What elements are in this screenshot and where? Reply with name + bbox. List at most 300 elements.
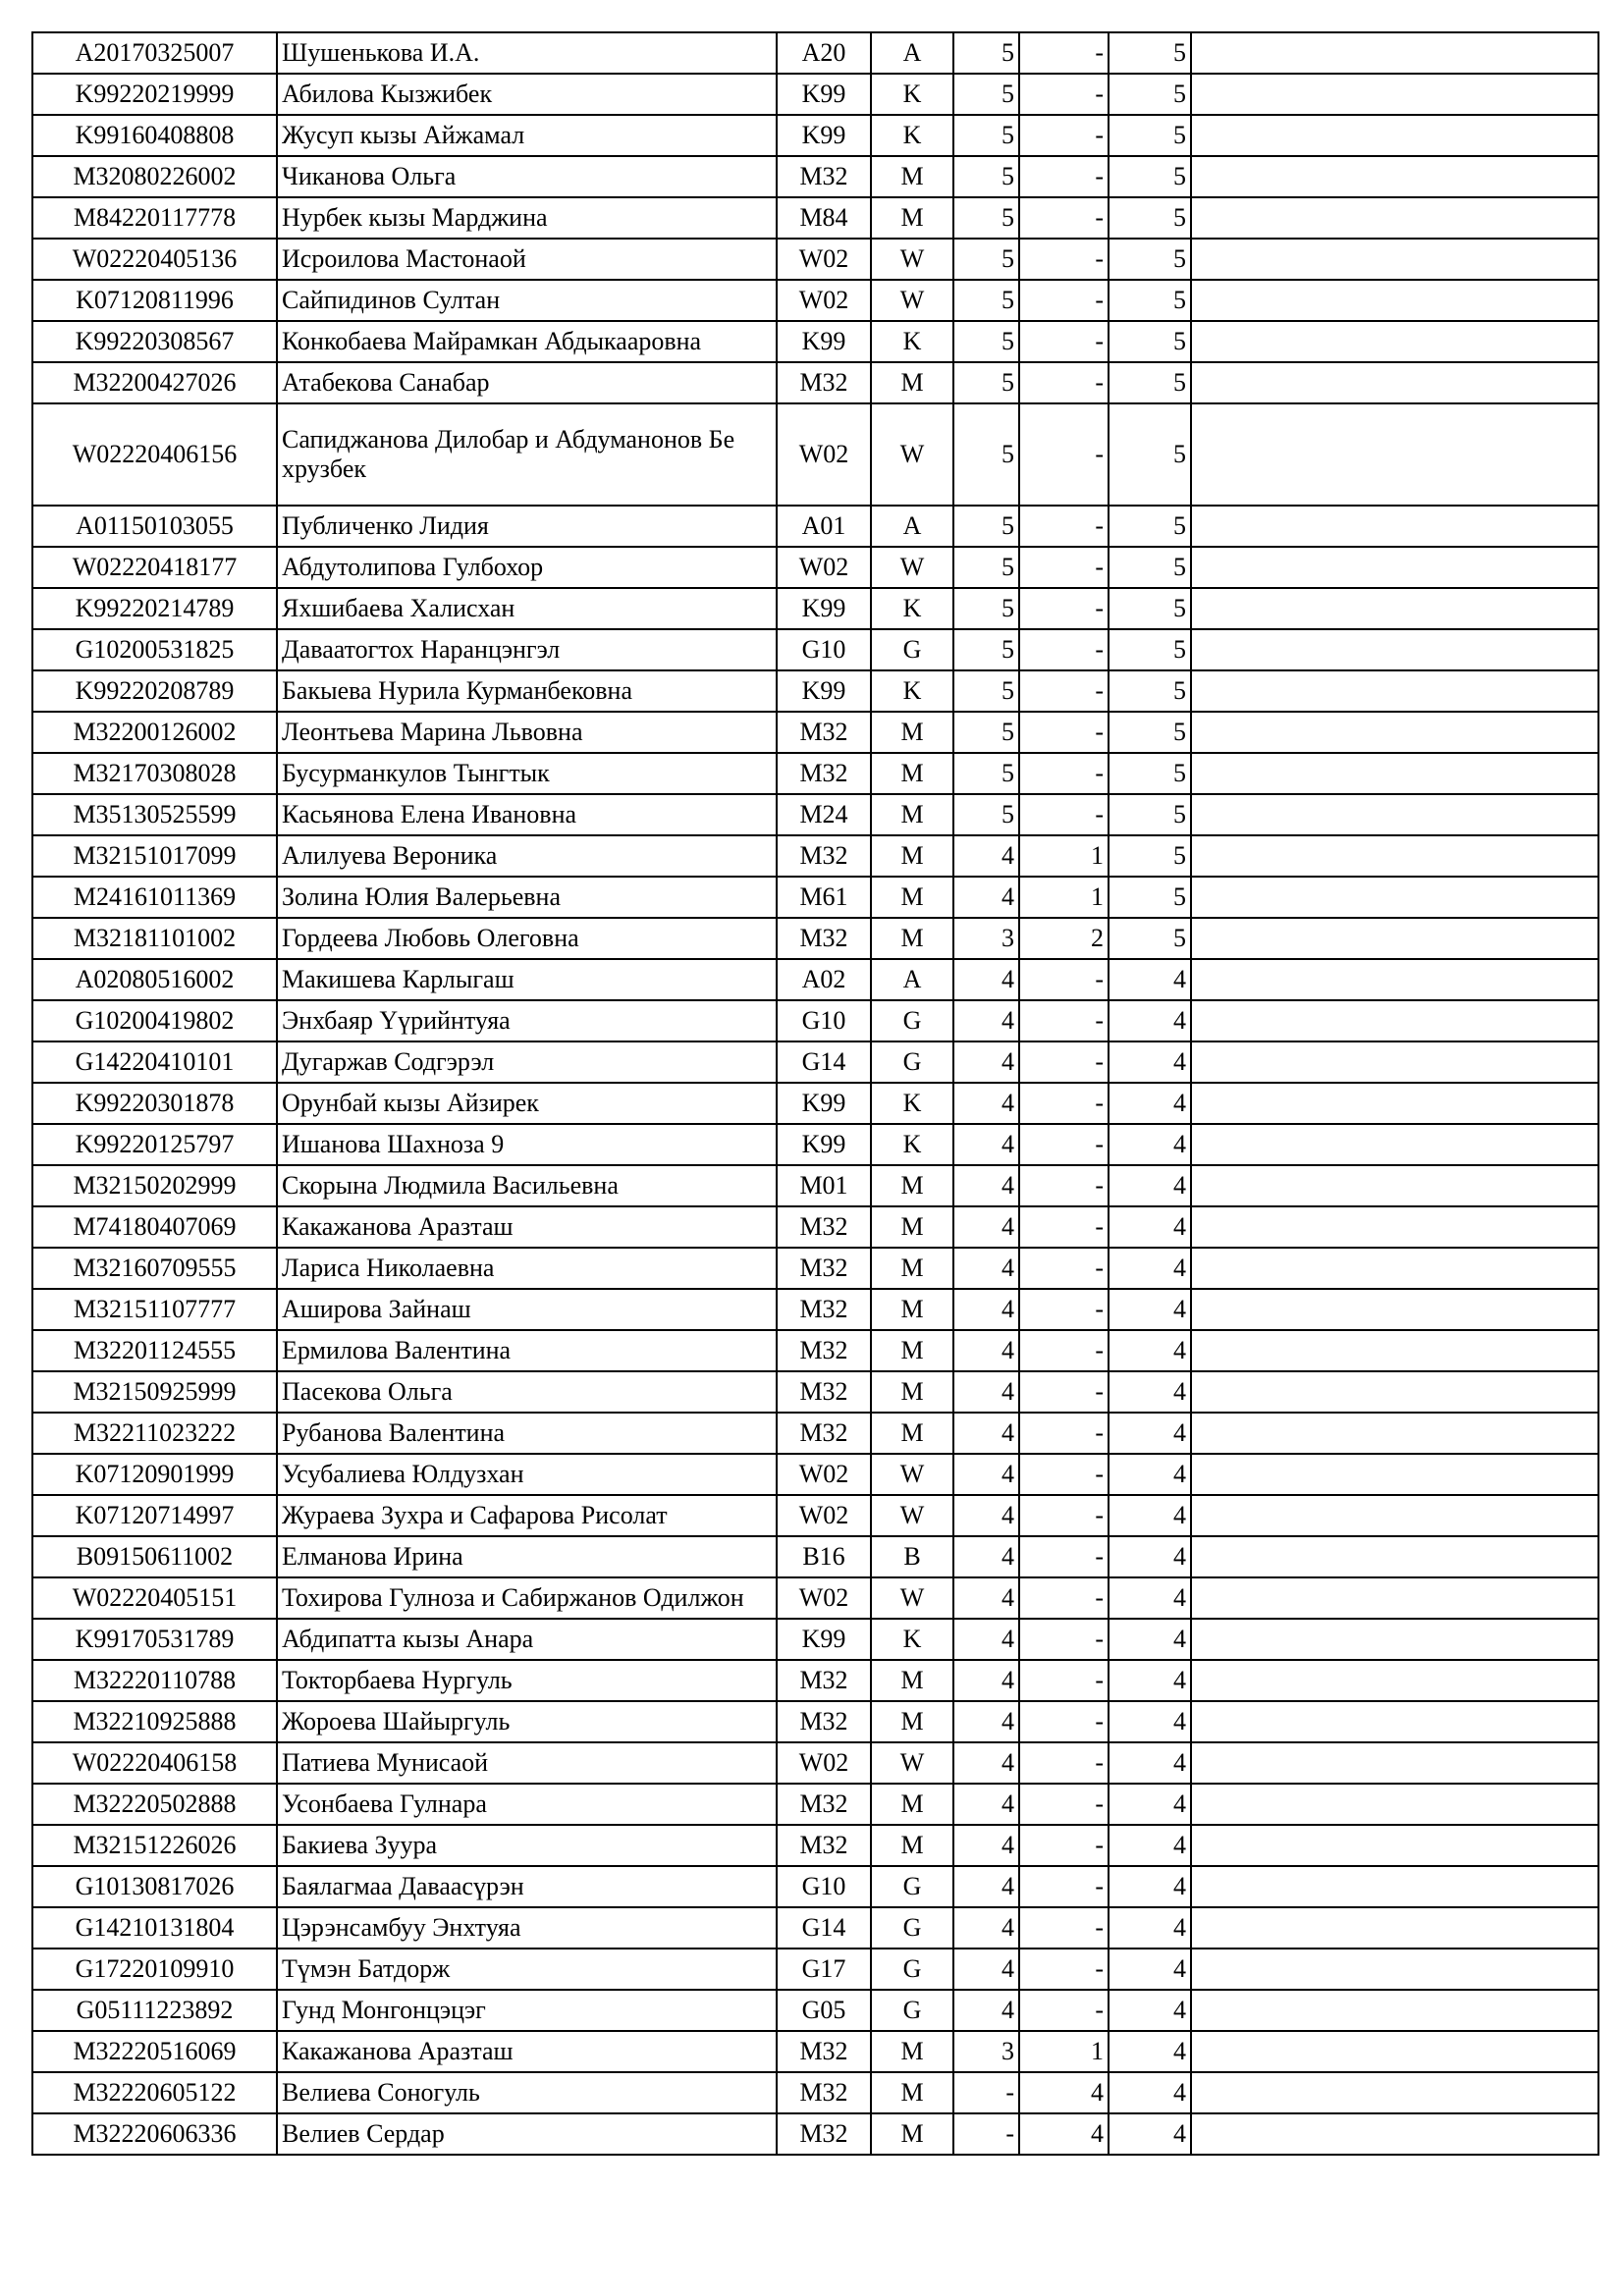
score-first-cell: 4 <box>953 1289 1019 1330</box>
score-total-cell: 4 <box>1109 1536 1191 1577</box>
table-row <box>32 156 1598 197</box>
table-row <box>32 1701 1598 1742</box>
table-row <box>32 1619 1598 1660</box>
score-second-cell: - <box>1019 156 1109 197</box>
score-total-cell: 4 <box>1109 1000 1191 1041</box>
score-second-cell: - <box>1019 32 1109 74</box>
participant-id-cell: M32200126002 <box>32 712 277 753</box>
empty-cell <box>1191 1825 1598 1866</box>
participant-name-cell: Жураева Зухра и Сафарова Рисолат <box>277 1495 777 1536</box>
empty-cell <box>1191 32 1598 74</box>
participant-name-cell: Усонбаева Гулнара <box>277 1784 777 1825</box>
score-total-cell: 5 <box>1109 74 1191 115</box>
empty-cell <box>1191 1289 1598 1330</box>
empty-cell <box>1191 1619 1598 1660</box>
table-row <box>32 1371 1598 1413</box>
participant-id-cell: M32150925999 <box>32 1371 277 1413</box>
group-code-cell: M32 <box>777 2113 871 2155</box>
score-second-cell: - <box>1019 1248 1109 1289</box>
score-second-cell: - <box>1019 629 1109 670</box>
empty-cell <box>1191 197 1598 239</box>
participant-name-cell: Бакиева Зуура <box>277 1825 777 1866</box>
group-code-cell: A02 <box>777 959 871 1000</box>
participant-id-cell: M32211023222 <box>32 1413 277 1454</box>
group-letter-cell: G <box>871 1866 953 1907</box>
participant-name-cell: Даваатогтох Наранцэнгэл <box>277 629 777 670</box>
participant-id-cell: M32220502888 <box>32 1784 277 1825</box>
score-second-cell: - <box>1019 1619 1109 1660</box>
group-letter-cell: M <box>871 1660 953 1701</box>
score-second-cell: - <box>1019 1454 1109 1495</box>
score-total-cell: 4 <box>1109 1825 1191 1866</box>
score-total-cell: 4 <box>1109 1949 1191 1990</box>
table-row <box>32 712 1598 753</box>
score-first-cell: 5 <box>953 156 1019 197</box>
empty-cell <box>1191 2031 1598 2072</box>
score-total-cell: 4 <box>1109 1701 1191 1742</box>
group-letter-cell: G <box>871 629 953 670</box>
score-second-cell: - <box>1019 1701 1109 1742</box>
empty-cell <box>1191 794 1598 835</box>
participant-id-cell: M32220516069 <box>32 2031 277 2072</box>
group-code-cell: M32 <box>777 1330 871 1371</box>
group-code-cell: G17 <box>777 1949 871 1990</box>
participant-name-cell: Леонтьева Марина Львовна <box>277 712 777 753</box>
score-total-cell: 4 <box>1109 1248 1191 1289</box>
participant-id-cell: W02220405136 <box>32 239 277 280</box>
empty-cell <box>1191 1949 1598 1990</box>
group-code-cell: M32 <box>777 156 871 197</box>
group-letter-cell: A <box>871 506 953 547</box>
score-second-cell: - <box>1019 1660 1109 1701</box>
participant-name-cell: Атабекова Санабар <box>277 362 777 403</box>
group-letter-cell: K <box>871 1124 953 1165</box>
score-second-cell: - <box>1019 280 1109 321</box>
participant-name-cell: Ишанова Шахноза 9 <box>277 1124 777 1165</box>
participant-id-cell: A20170325007 <box>32 32 277 74</box>
participant-name-cell: Золина Юлия Валерьевна <box>277 877 777 918</box>
table-row <box>32 959 1598 1000</box>
table-row <box>32 1289 1598 1330</box>
score-second-cell: - <box>1019 197 1109 239</box>
group-code-cell: K99 <box>777 74 871 115</box>
score-second-cell: - <box>1019 239 1109 280</box>
score-total-cell: 4 <box>1109 1577 1191 1619</box>
empty-cell <box>1191 1784 1598 1825</box>
table-row <box>32 1825 1598 1866</box>
table-row <box>32 1454 1598 1495</box>
group-code-cell: M32 <box>777 1825 871 1866</box>
participant-id-cell: M32181101002 <box>32 918 277 959</box>
empty-cell <box>1191 1536 1598 1577</box>
participant-id-cell: W02220406156 <box>32 403 277 506</box>
score-first-cell: 5 <box>953 197 1019 239</box>
participant-name-cell: Гунд Монгонцэцэг <box>277 1990 777 2031</box>
participant-name-cell: Энхбаяр Үүрийнтуяа <box>277 1000 777 1041</box>
score-total-cell: 4 <box>1109 2031 1191 2072</box>
score-total-cell: 5 <box>1109 321 1191 362</box>
participant-name-cell: Макишева Карлыгаш <box>277 959 777 1000</box>
table-row <box>32 2031 1598 2072</box>
participant-id-cell: M32170308028 <box>32 753 277 794</box>
score-first-cell: 5 <box>953 239 1019 280</box>
table-row <box>32 115 1598 156</box>
group-code-cell: W02 <box>777 280 871 321</box>
score-first-cell: 5 <box>953 74 1019 115</box>
empty-cell <box>1191 239 1598 280</box>
participant-name-cell: Касьянова Елена Ивановна <box>277 794 777 835</box>
participant-name-cell: Велиева Соногуль <box>277 2072 777 2113</box>
score-first-cell: 4 <box>953 1619 1019 1660</box>
table-row <box>32 1248 1598 1289</box>
group-code-cell: M32 <box>777 1701 871 1742</box>
score-second-cell: - <box>1019 1371 1109 1413</box>
participant-id-cell: M84220117778 <box>32 197 277 239</box>
score-second-cell: - <box>1019 670 1109 712</box>
table-row <box>32 1949 1598 1990</box>
group-code-cell: W02 <box>777 1454 871 1495</box>
participant-id-cell: K07120811996 <box>32 280 277 321</box>
score-total-cell: 5 <box>1109 588 1191 629</box>
score-second-cell: - <box>1019 1124 1109 1165</box>
participant-id-cell: K99170531789 <box>32 1619 277 1660</box>
participant-id-cell: K99220125797 <box>32 1124 277 1165</box>
group-code-cell: W02 <box>777 1577 871 1619</box>
group-letter-cell: M <box>871 2031 953 2072</box>
group-code-cell: G10 <box>777 1866 871 1907</box>
table-row <box>32 547 1598 588</box>
score-total-cell: 4 <box>1109 1454 1191 1495</box>
group-letter-cell: K <box>871 321 953 362</box>
table-row <box>32 1330 1598 1371</box>
score-second-cell: - <box>1019 1083 1109 1124</box>
group-letter-cell: M <box>871 1825 953 1866</box>
score-first-cell: 3 <box>953 2031 1019 2072</box>
participant-id-cell: M32151017099 <box>32 835 277 877</box>
score-first-cell: 4 <box>953 1536 1019 1577</box>
score-second-cell: - <box>1019 1907 1109 1949</box>
group-code-cell: W02 <box>777 1495 871 1536</box>
group-code-cell: G14 <box>777 1041 871 1083</box>
group-code-cell: A01 <box>777 506 871 547</box>
empty-cell <box>1191 74 1598 115</box>
score-first-cell: 4 <box>953 1454 1019 1495</box>
empty-cell <box>1191 321 1598 362</box>
score-total-cell: 4 <box>1109 1990 1191 2031</box>
participant-name-cell: Абдипатта кызы Анара <box>277 1619 777 1660</box>
score-second-cell: - <box>1019 1990 1109 2031</box>
score-total-cell: 4 <box>1109 1619 1191 1660</box>
score-first-cell: 4 <box>953 1907 1019 1949</box>
score-first-cell: 5 <box>953 321 1019 362</box>
score-first-cell: - <box>953 2113 1019 2155</box>
empty-cell <box>1191 115 1598 156</box>
score-second-cell: - <box>1019 1495 1109 1536</box>
table-row <box>32 918 1598 959</box>
group-code-cell: M24 <box>777 794 871 835</box>
score-first-cell: 4 <box>953 835 1019 877</box>
participant-id-cell: K99220219999 <box>32 74 277 115</box>
group-code-cell: K99 <box>777 321 871 362</box>
participant-id-cell: W02220418177 <box>32 547 277 588</box>
participant-id-cell: G14220410101 <box>32 1041 277 1083</box>
score-total-cell: 4 <box>1109 1165 1191 1206</box>
table-row <box>32 1907 1598 1949</box>
group-letter-cell: K <box>871 74 953 115</box>
table-row <box>32 753 1598 794</box>
score-second-cell: - <box>1019 74 1109 115</box>
score-total-cell: 5 <box>1109 794 1191 835</box>
table-row <box>32 1000 1598 1041</box>
score-total-cell: 4 <box>1109 1206 1191 1248</box>
participant-id-cell: K99160408808 <box>32 115 277 156</box>
score-total-cell: 4 <box>1109 1907 1191 1949</box>
table-row <box>32 1495 1598 1536</box>
group-letter-cell: W <box>871 1495 953 1536</box>
score-first-cell: 4 <box>953 1000 1019 1041</box>
empty-cell <box>1191 877 1598 918</box>
participant-name-cell: Цэрэнсамбуу Энхтуяа <box>277 1907 777 1949</box>
table-row <box>32 629 1598 670</box>
participant-name-cell: Яхшибаева Халисхан <box>277 588 777 629</box>
group-letter-cell: G <box>871 1907 953 1949</box>
table-row <box>32 1742 1598 1784</box>
score-first-cell: 5 <box>953 794 1019 835</box>
empty-cell <box>1191 280 1598 321</box>
group-code-cell: B16 <box>777 1536 871 1577</box>
score-total-cell: 5 <box>1109 835 1191 877</box>
group-code-cell: M32 <box>777 1248 871 1289</box>
score-total-cell: 5 <box>1109 197 1191 239</box>
score-second-cell: - <box>1019 1206 1109 1248</box>
score-first-cell: 4 <box>953 1413 1019 1454</box>
empty-cell <box>1191 753 1598 794</box>
empty-cell <box>1191 2072 1598 2113</box>
score-first-cell: 4 <box>953 1371 1019 1413</box>
score-total-cell: 4 <box>1109 1371 1191 1413</box>
score-total-cell: 4 <box>1109 2072 1191 2113</box>
score-second-cell: - <box>1019 1825 1109 1866</box>
empty-cell <box>1191 1990 1598 2031</box>
score-second-cell: - <box>1019 1949 1109 1990</box>
participant-id-cell: M32151226026 <box>32 1825 277 1866</box>
group-letter-cell: M <box>871 362 953 403</box>
group-code-cell: M32 <box>777 1413 871 1454</box>
group-letter-cell: M <box>871 794 953 835</box>
table-row <box>32 1206 1598 1248</box>
empty-cell <box>1191 1248 1598 1289</box>
group-letter-cell: W <box>871 239 953 280</box>
score-first-cell: 4 <box>953 1083 1019 1124</box>
empty-cell <box>1191 1041 1598 1083</box>
score-first-cell: 4 <box>953 1784 1019 1825</box>
score-first-cell: 5 <box>953 506 1019 547</box>
score-total-cell: 5 <box>1109 115 1191 156</box>
group-code-cell: K99 <box>777 1619 871 1660</box>
group-code-cell: M32 <box>777 753 871 794</box>
participant-name-cell: Алилуева Вероника <box>277 835 777 877</box>
score-first-cell: 4 <box>953 1866 1019 1907</box>
group-letter-cell: G <box>871 1949 953 1990</box>
group-letter-cell: B <box>871 1536 953 1577</box>
table-row <box>32 670 1598 712</box>
group-code-cell: M32 <box>777 1206 871 1248</box>
group-letter-cell: M <box>871 1701 953 1742</box>
group-letter-cell: A <box>871 32 953 74</box>
participant-name-cell: Токторбаева Нургуль <box>277 1660 777 1701</box>
participant-name-cell: Ермилова Валентина <box>277 1330 777 1371</box>
participant-id-cell: G10130817026 <box>32 1866 277 1907</box>
score-second-cell: - <box>1019 1041 1109 1083</box>
participant-id-cell: W02220405151 <box>32 1577 277 1619</box>
empty-cell <box>1191 1495 1598 1536</box>
empty-cell <box>1191 918 1598 959</box>
score-first-cell: 4 <box>953 1742 1019 1784</box>
group-letter-cell: M <box>871 1371 953 1413</box>
participant-id-cell: M32220605122 <box>32 2072 277 2113</box>
participant-id-cell: W02220406158 <box>32 1742 277 1784</box>
score-second-cell: 1 <box>1019 835 1109 877</box>
score-first-cell: 4 <box>953 1495 1019 1536</box>
group-letter-cell: M <box>871 1330 953 1371</box>
group-code-cell: W02 <box>777 1742 871 1784</box>
score-total-cell: 5 <box>1109 918 1191 959</box>
score-total-cell: 5 <box>1109 362 1191 403</box>
group-code-cell: W02 <box>777 403 871 506</box>
participant-name-cell: Сапиджанова Дилобар и Абдуманонов Бе хрузбек <box>277 403 777 506</box>
table-row <box>32 321 1598 362</box>
score-second-cell: - <box>1019 588 1109 629</box>
score-first-cell: 4 <box>953 1825 1019 1866</box>
group-letter-cell: M <box>871 712 953 753</box>
score-total-cell: 4 <box>1109 1784 1191 1825</box>
empty-cell <box>1191 1454 1598 1495</box>
score-first-cell: 5 <box>953 629 1019 670</box>
participant-id-cell: M35130525599 <box>32 794 277 835</box>
group-letter-cell: W <box>871 280 953 321</box>
score-second-cell: - <box>1019 1742 1109 1784</box>
group-letter-cell: G <box>871 1990 953 2031</box>
score-first-cell: - <box>953 2072 1019 2113</box>
participant-id-cell: G14210131804 <box>32 1907 277 1949</box>
participant-name-cell: Елманова Ирина <box>277 1536 777 1577</box>
group-code-cell: M32 <box>777 835 871 877</box>
participant-id-cell: M32080226002 <box>32 156 277 197</box>
participant-name-cell: Жусуп кызы Айжамал <box>277 115 777 156</box>
score-total-cell: 4 <box>1109 2113 1191 2155</box>
group-letter-cell: M <box>871 1206 953 1248</box>
group-letter-cell: M <box>871 1248 953 1289</box>
score-second-cell: - <box>1019 794 1109 835</box>
table-row <box>32 239 1598 280</box>
empty-cell <box>1191 712 1598 753</box>
participant-id-cell: M32201124555 <box>32 1330 277 1371</box>
score-second-cell: - <box>1019 1413 1109 1454</box>
group-letter-cell: G <box>871 1000 953 1041</box>
group-code-cell: M32 <box>777 1289 871 1330</box>
group-code-cell: M32 <box>777 2031 871 2072</box>
group-code-cell: M32 <box>777 712 871 753</box>
score-total-cell: 5 <box>1109 403 1191 506</box>
participant-id-cell: A01150103055 <box>32 506 277 547</box>
score-total-cell: 4 <box>1109 1124 1191 1165</box>
participant-name-cell: Пасекова Ольга <box>277 1371 777 1413</box>
score-total-cell: 5 <box>1109 753 1191 794</box>
group-code-cell: M32 <box>777 1371 871 1413</box>
group-letter-cell: K <box>871 588 953 629</box>
participant-name-cell: Публиченко Лидия <box>277 506 777 547</box>
empty-cell <box>1191 1330 1598 1371</box>
empty-cell <box>1191 1124 1598 1165</box>
table-row <box>32 32 1598 74</box>
score-second-cell: - <box>1019 1536 1109 1577</box>
score-total-cell: 5 <box>1109 712 1191 753</box>
empty-cell <box>1191 1660 1598 1701</box>
participant-id-cell: M32210925888 <box>32 1701 277 1742</box>
empty-cell <box>1191 670 1598 712</box>
score-second-cell: - <box>1019 959 1109 1000</box>
group-code-cell: M01 <box>777 1165 871 1206</box>
score-first-cell: 4 <box>953 959 1019 1000</box>
score-first-cell: 4 <box>953 1660 1019 1701</box>
group-letter-cell: M <box>871 2072 953 2113</box>
table-row <box>32 588 1598 629</box>
score-second-cell: - <box>1019 1289 1109 1330</box>
empty-cell <box>1191 1083 1598 1124</box>
participant-name-cell: Түмэн Батдорж <box>277 1949 777 1990</box>
group-code-cell: M32 <box>777 1784 871 1825</box>
score-total-cell: 4 <box>1109 1041 1191 1083</box>
score-total-cell: 4 <box>1109 1742 1191 1784</box>
participant-name-cell: Скорына Людмила Васильевна <box>277 1165 777 1206</box>
score-first-cell: 4 <box>953 1949 1019 1990</box>
table-row <box>32 1660 1598 1701</box>
participant-id-cell: M32160709555 <box>32 1248 277 1289</box>
empty-cell <box>1191 547 1598 588</box>
score-first-cell: 5 <box>953 32 1019 74</box>
participant-name-cell: Лариса Николаевна <box>277 1248 777 1289</box>
group-code-cell: M32 <box>777 2072 871 2113</box>
table-row <box>32 74 1598 115</box>
score-first-cell: 4 <box>953 1330 1019 1371</box>
participant-name-cell: Велиев Сердар <box>277 2113 777 2155</box>
group-letter-cell: W <box>871 1454 953 1495</box>
group-letter-cell: W <box>871 403 953 506</box>
table-row <box>32 506 1598 547</box>
participant-name-cell: Бусурманкулов Тынгтык <box>277 753 777 794</box>
participant-id-cell: M32151107777 <box>32 1289 277 1330</box>
score-total-cell: 4 <box>1109 1083 1191 1124</box>
group-letter-cell: W <box>871 547 953 588</box>
group-letter-cell: M <box>871 918 953 959</box>
participant-id-cell: M32200427026 <box>32 362 277 403</box>
participant-id-cell: M32220110788 <box>32 1660 277 1701</box>
table-row <box>32 197 1598 239</box>
empty-cell <box>1191 2113 1598 2155</box>
group-letter-cell: K <box>871 670 953 712</box>
score-first-cell: 5 <box>953 670 1019 712</box>
score-total-cell: 4 <box>1109 959 1191 1000</box>
participant-id-cell: K99220208789 <box>32 670 277 712</box>
table-row <box>32 1083 1598 1124</box>
group-code-cell: K99 <box>777 670 871 712</box>
score-second-cell: 2 <box>1019 918 1109 959</box>
table-row <box>32 877 1598 918</box>
score-total-cell: 4 <box>1109 1289 1191 1330</box>
table-row <box>32 1784 1598 1825</box>
participant-name-cell: Нурбек кызы Марджина <box>277 197 777 239</box>
score-total-cell: 5 <box>1109 670 1191 712</box>
